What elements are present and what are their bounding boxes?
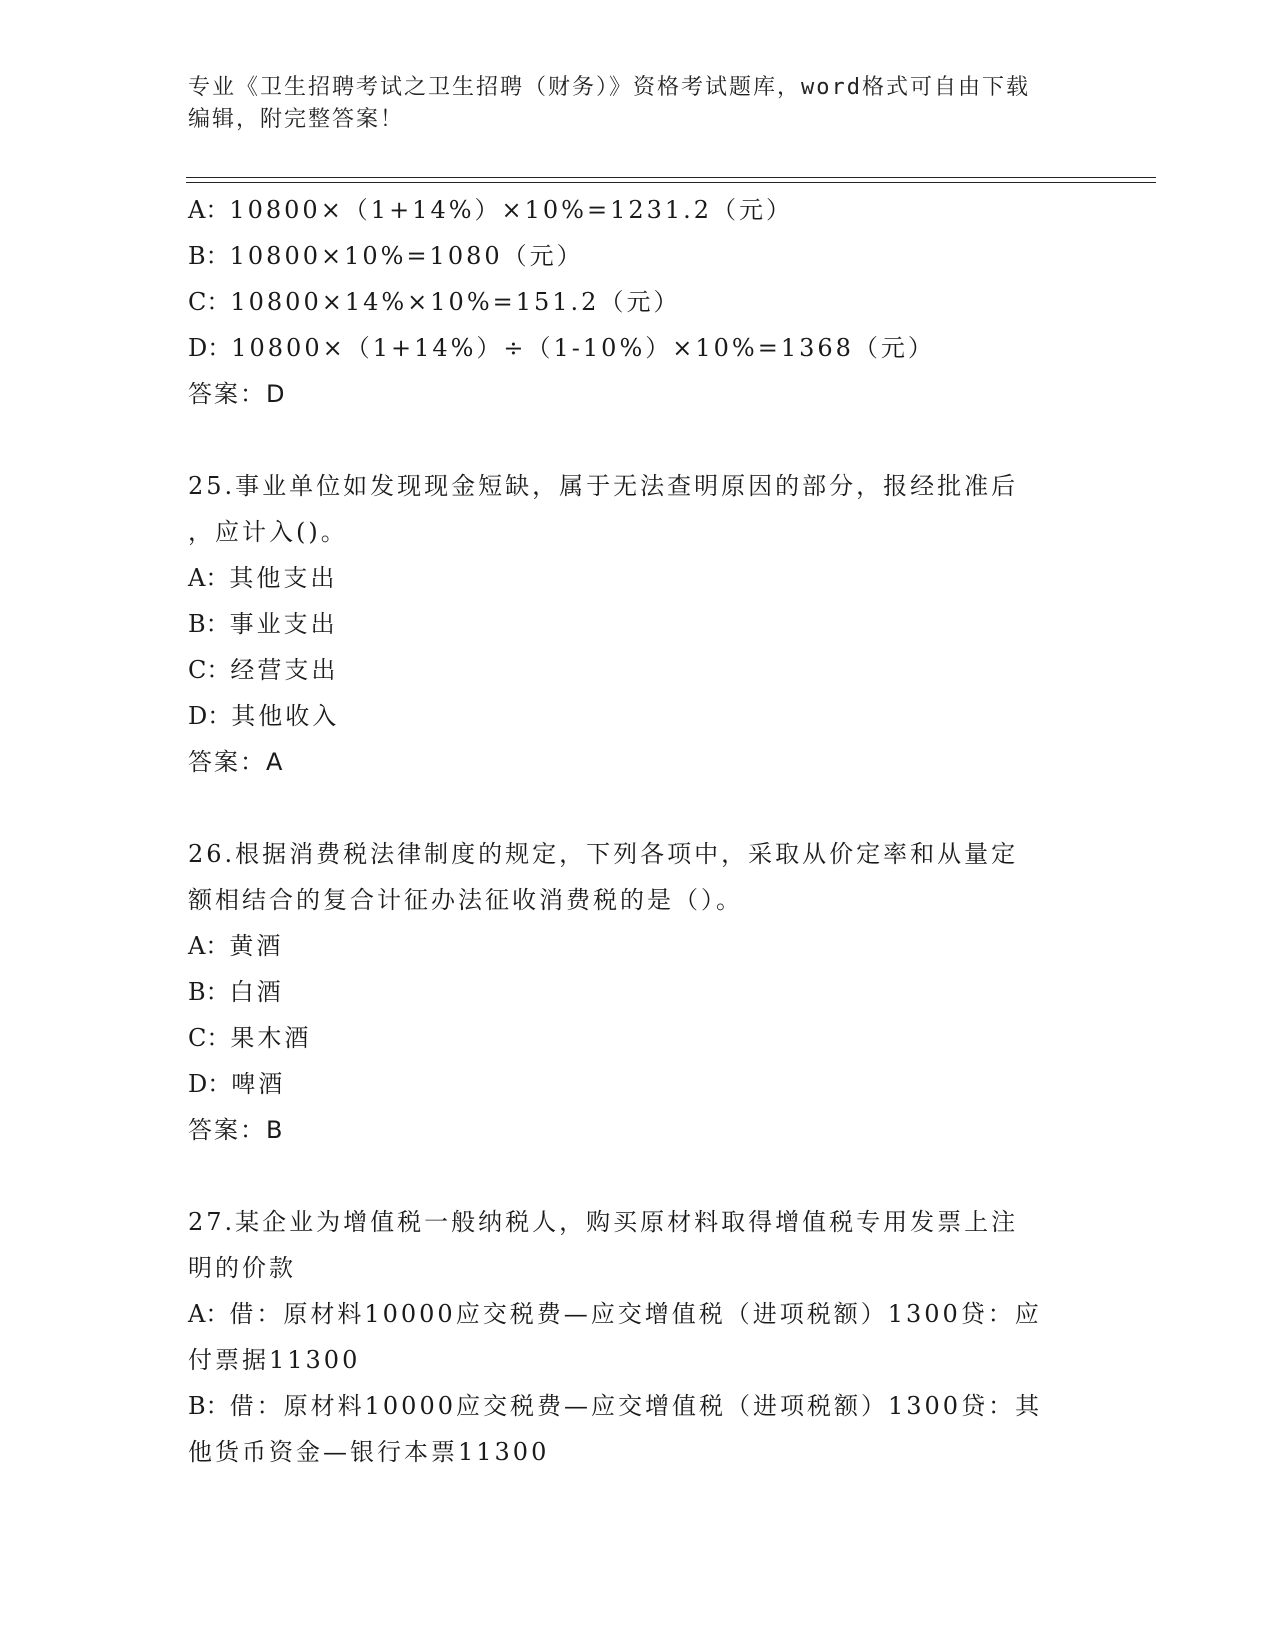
option-b-continuation: 他货币资金—银行本票11300 xyxy=(188,1438,550,1466)
header-line-1: 专业《卫生招聘考试之卫生招聘（财务）》资格考试题库，word格式可自由下载 xyxy=(188,75,1030,100)
document-header xyxy=(188,72,1088,136)
question-stem-line-2: 明的价款 xyxy=(188,1254,296,1282)
question-stem-line-1: 27.某企业为增值税一般纳税人，购买原材料取得增值税专用发票上注 xyxy=(188,1208,1019,1236)
option-a: A：其他支出 xyxy=(188,564,338,592)
question-stem-line-1: 26.根据消费税法律制度的规定，下列各项中，采取从价定率和从量定 xyxy=(188,840,1019,868)
question-stem-line-2: ，应计入()。 xyxy=(188,518,348,546)
question-list xyxy=(188,187,1088,1475)
answer-line: 答案：A xyxy=(188,748,285,776)
option-a: A：10800×（1+14%）×10%=1231.2（元） xyxy=(188,196,794,224)
question-stem-line-1: 25.事业单位如发现现金短缺，属于无法查明原因的部分，报经批准后 xyxy=(188,472,1019,500)
option-b: B：借：原材料10000应交税费—应交增值税（进项税额）1300贷：其 xyxy=(188,1392,1043,1420)
option-d: D：10800×（1+14%）÷（1-10%）×10%=1368（元） xyxy=(188,334,935,362)
option-c: C：经营支出 xyxy=(188,656,339,684)
question-26 xyxy=(188,831,1088,1153)
question-25 xyxy=(188,463,1088,785)
option-b: B：白酒 xyxy=(188,978,284,1006)
option-a: A：黄酒 xyxy=(188,932,284,960)
option-c: C：10800×14%×10%=151.2（元） xyxy=(188,288,681,316)
spacer xyxy=(188,1153,1088,1199)
header-divider-top xyxy=(186,177,1156,178)
option-b: B：事业支出 xyxy=(188,610,338,638)
option-d: D：啤酒 xyxy=(188,1070,286,1098)
header-line-2: 编辑，附完整答案！ xyxy=(188,107,405,132)
question-stem-line-2: 额相结合的复合计征办法征收消费税的是（）。 xyxy=(188,886,743,914)
option-b: B：10800×10%=1080（元） xyxy=(188,242,584,270)
question-24-options xyxy=(188,187,1088,417)
spacer xyxy=(188,785,1088,831)
spacer xyxy=(188,417,1088,463)
answer-line: 答案：D xyxy=(188,380,287,408)
option-a-continuation: 付票据11300 xyxy=(188,1346,361,1374)
option-d: D：其他收入 xyxy=(188,702,340,730)
header-divider-bottom xyxy=(186,182,1156,183)
option-a: A：借：原材料10000应交税费—应交增值税（进项税额）1300贷：应 xyxy=(188,1300,1042,1328)
option-c: C：果木酒 xyxy=(188,1024,312,1052)
answer-line: 答案：B xyxy=(188,1116,285,1144)
question-27 xyxy=(188,1199,1088,1475)
